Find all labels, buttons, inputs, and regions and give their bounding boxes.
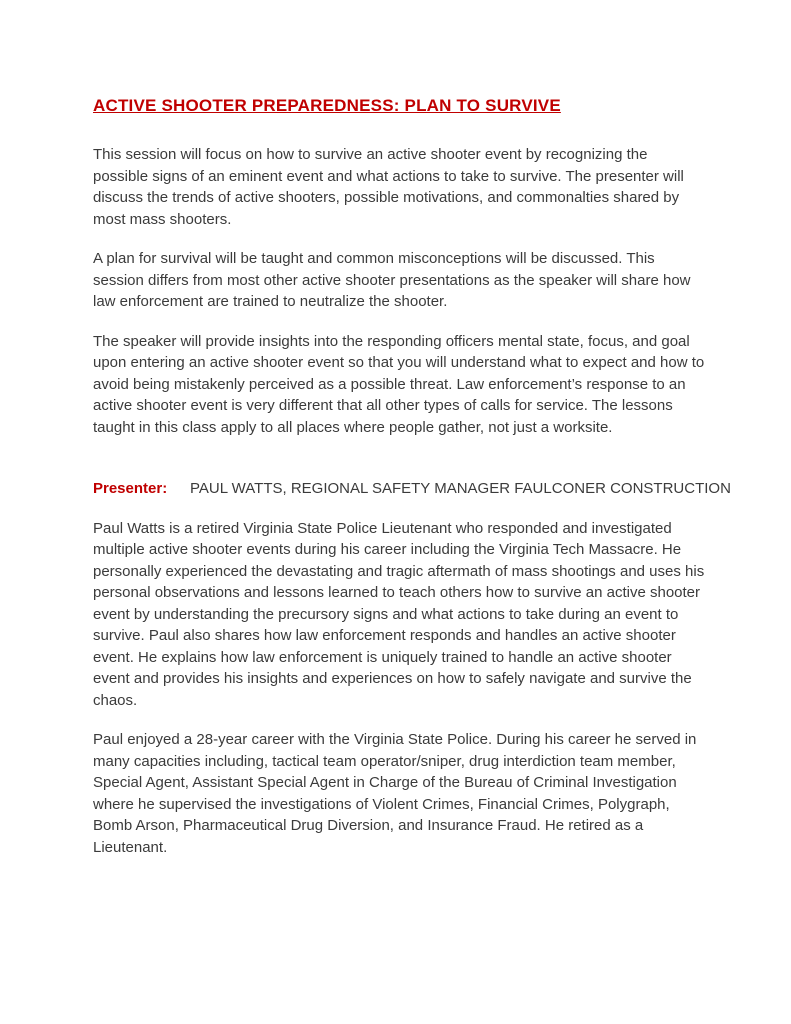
presenter-bio-paragraph-2: Paul enjoyed a 28-year career with the Virginia State Police. During his career he served in many capacities including, tactical team operator/sniper, drug interdiction team member, Special Agent, Assistant Special Agent in Charge of the Bureau of Criminal Investigation where he supervised the investigations of Violent Crimes, Financial Crimes, Polygraph, Bomb Arson, Pharmaceutical Drug Diversion, and Insurance Fraud. He retired as a Lieutenant.	[93, 731, 697, 856]
presenter-bio-paragraph-1: Paul Watts is a retired Virginia State Police Lieutenant who responded and investigated multiple active shooter events during his career including the Virginia Tech Massacre. He personally experienced the devastating and tragic aftermath of mass shootings and uses his personal observations and lessons learned to teach others how to survive an active shooter event by understanding the precursory signs and what actions to take during an event to survive. Paul also shares how law enforcement responds and handles an active shooter event. He explains how law enforcement is uniquely trained to handle an active shooter event and provides his insights and experiences on how to safely navigate and survive the chaos.	[93, 519, 705, 709]
session-description-paragraph-3: The speaker will provide insights into the responding officers mental state, focus, and goal upon entering an active shooter event so that you will understand what to expect and how to avoid being mistakenly perceived as a possible threat. Law enforcement’s response to an active shooter event is very different that all other types of calls for service. The lessons taught in this class apply to all places where people gather, not just a worksite.	[93, 332, 705, 436]
presenter-row	[93, 478, 731, 500]
document-content	[93, 95, 731, 876]
session-description-paragraph-1: This session will focus on how to survive an active shooter event by recognizing the possible signs of an eminent event and what actions to take to survive. The presenter will discuss the trends of active shooters, possible motivations, and commonalties shared by most mass shooters.	[93, 146, 684, 228]
presenter-label: Presenter:	[93, 480, 168, 497]
presenter-name: PAUL WATTS, REGIONAL SAFETY MANAGER FAULCONER CONSTRUCTION	[190, 480, 731, 497]
page-title: ACTIVE SHOOTER PREPAREDNESS: PLAN TO SURVIVE	[93, 96, 561, 115]
session-description-paragraph-2: A plan for survival will be taught and common misconceptions will be discussed. This session differs from most other active shooter presentations as the speaker will share how law enforcement are trained to neutralize the shooter.	[93, 250, 691, 310]
